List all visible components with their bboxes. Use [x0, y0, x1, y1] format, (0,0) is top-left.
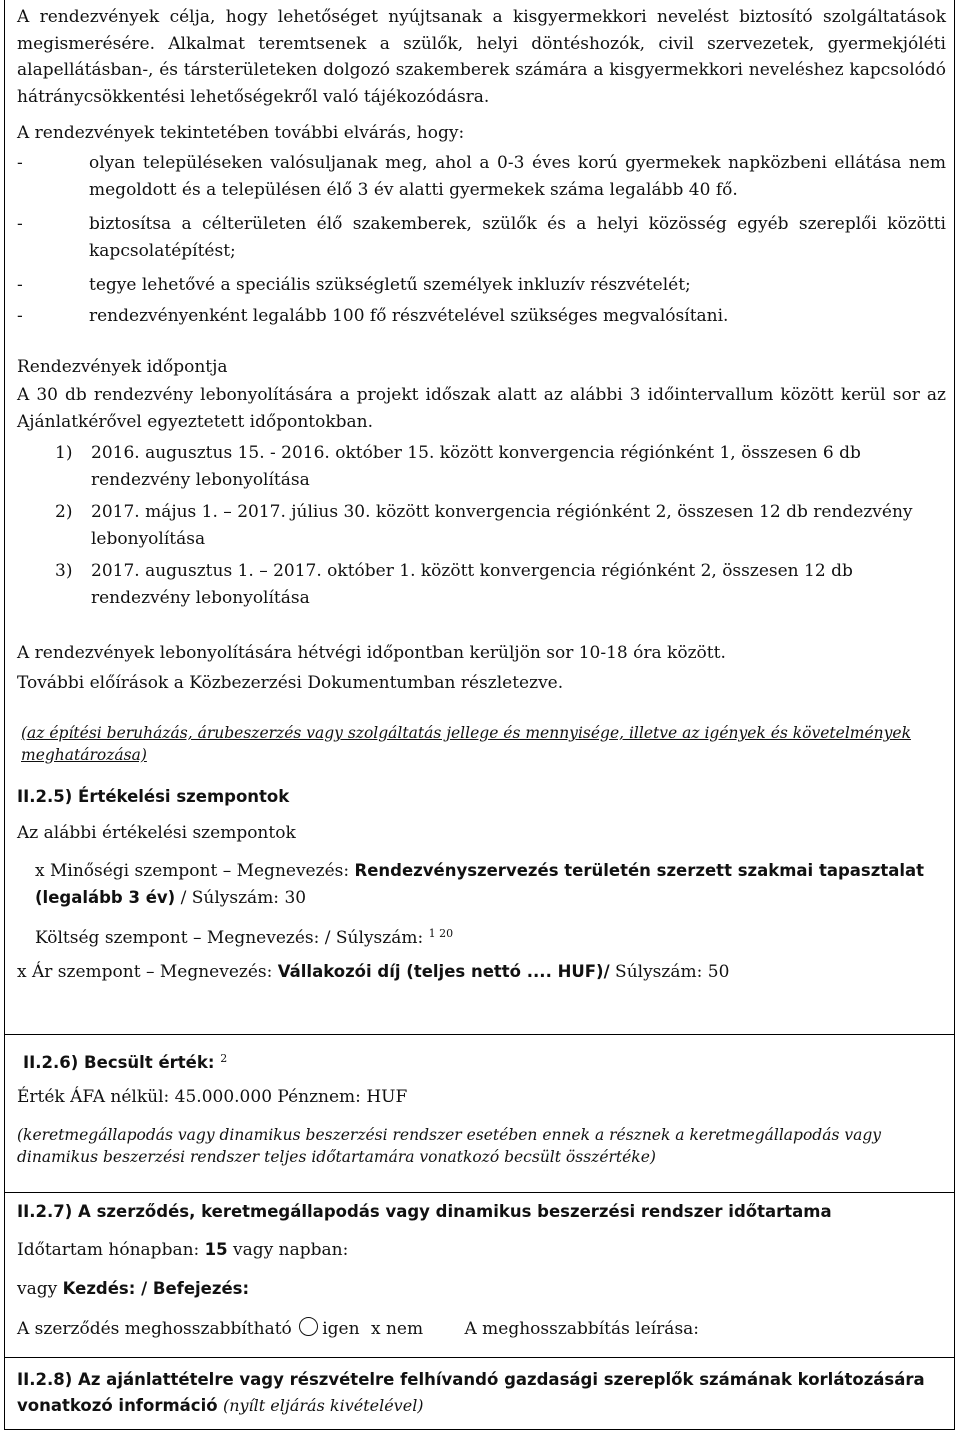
bullet-dash: -	[17, 214, 23, 234]
cost-footnote: 1 20	[428, 927, 454, 940]
quality-weight: / Súlyszám: 30	[175, 887, 307, 908]
limitation-section	[5, 1357, 954, 1430]
cost-label: Költség szempont – Megnevezés: / Súlyszám:	[35, 928, 429, 948]
yes-label: igen	[322, 1319, 360, 1339]
value-footnote: 2	[220, 1052, 228, 1065]
period-text: 2016. augusztus 15. - 2016. október 15. között konvergencia régiónként 1, összesen 6 db rendezvény lebonyolítása	[91, 443, 861, 490]
cost-criterion	[35, 921, 946, 952]
months-label: Időtartam hónapban:	[17, 1240, 205, 1260]
renewal-line	[17, 1316, 946, 1343]
bullet-dash: -	[17, 306, 23, 326]
bullet-text: tegye lehetővé a speciális szükségletű személyek inkluzív részvételét;	[89, 275, 691, 295]
weekend-line: A rendezvények lebonyolítására hétvégi időpontban kerüljön sor 10-18 óra között.	[17, 643, 726, 663]
or-label: vagy	[17, 1279, 63, 1299]
value-note: (keretmegállapodás vagy dinamikus beszerzési rendszer esetében ennek a résznek a keretmegállapodás vagy dinamikus beszerzési rendszer teljes időtartamára vonatkozó becsült összértéke)	[17, 1126, 882, 1166]
start-end-label: Kezdés: / Befejezés:	[62, 1279, 250, 1298]
period-item	[17, 440, 946, 493]
value-heading	[23, 1046, 946, 1077]
price-prefix: x Ár szempont – Megnevezés:	[17, 962, 278, 982]
limitation-note: (nyílt eljárás kivételével)	[222, 1396, 424, 1415]
quality-name: Rendezvényszervezés területén szerzett szakmai tapasztalat (legalább 3 év)	[35, 861, 925, 907]
evaluation-heading: II.2.5) Értékelési szempontok	[17, 787, 290, 806]
price-name: Vállakozói díj (teljes nettó .... HUF)/	[277, 962, 610, 981]
months-value: 15	[204, 1240, 228, 1259]
document-page	[4, 0, 955, 1430]
bullet-text: olyan településeken valósuljanak meg, ahol a 0-3 éves korú gyermekek napközbeni ellátása nem megoldott és a településen élő 3 év alatti gyermekek száma legalább 40 fő.	[89, 153, 946, 200]
period-item	[17, 499, 946, 552]
value-line: Érték ÁFA nélkül: 45.000.000 Pénznem: HUF	[17, 1087, 408, 1107]
bullet-text: biztosítsa a célterületen élő szakemberek, szülők és a helyi közösség egyéb szereplői közötti kapcsolatépítést;	[89, 214, 946, 261]
yes-radio[interactable]	[299, 1317, 318, 1336]
period-text: 2017. május 1. – 2017. július 30. között konvergencia régiónként 2, összesen 12 db rendezvény lebonyolítása	[91, 502, 913, 549]
period-number: 1)	[55, 443, 73, 463]
bullet-item	[17, 272, 946, 299]
days-label: vagy napban:	[227, 1240, 349, 1260]
limitation-text	[17, 1367, 946, 1419]
bullet-item	[17, 211, 946, 264]
duration-heading: II.2.7) A szerződés, keretmegállapodás vagy dinamikus beszerzési rendszer időtartama	[17, 1202, 832, 1221]
no-mark[interactable]: x	[370, 1319, 381, 1339]
price-weight: Súlyszám: 50	[609, 962, 730, 982]
start-end-line	[17, 1276, 946, 1303]
bullet-dash: -	[17, 153, 23, 173]
period-number: 2)	[55, 502, 73, 522]
estimated-value-section	[5, 1034, 954, 1193]
requirements-note: (az építési beruházás, árubeszerzés vagy szolgáltatás jellege és mennyisége, illetve az igények és követelmények meghatározása)	[21, 724, 911, 764]
renewal-label: A szerződés meghosszabbítható	[17, 1319, 292, 1339]
bullet-item	[17, 150, 946, 203]
evaluation-subheading: Az alábbi értékelési szempontok	[17, 823, 296, 843]
bullet-item	[17, 303, 946, 330]
period-item	[17, 558, 946, 611]
period-text: 2017. augusztus 1. – 2017. október 1. között konvergencia régiónként 2, összesen 12 db rendezvény lebonyolítása	[91, 561, 853, 608]
quality-prefix: x Minőségi szempont – Megnevezés:	[35, 861, 355, 881]
bullet-dash: -	[17, 275, 23, 295]
duration-section	[5, 1192, 954, 1358]
period-number: 3)	[55, 561, 73, 581]
expectations-paragraph: A rendezvények tekintetében további elvárás, hogy:	[17, 123, 465, 143]
dates-heading: Rendezvények időpontja	[17, 357, 228, 377]
dates-paragraph: A 30 db rendezvény lebonyolítására a projekt időszak alatt az alábbi 3 időintervallum között kerül sor az Ajánlatkérővel egyeztetett időpontokban.	[17, 385, 946, 432]
renewal-description-label: A meghosszabbítás leírása:	[464, 1319, 700, 1339]
bullet-text: rendezvényenként legalább 100 fő részvételével szükséges megvalósítani.	[89, 306, 729, 326]
value-heading-text: II.2.6) Becsült érték:	[23, 1053, 221, 1072]
duration-months-line	[17, 1237, 946, 1264]
intro-paragraph: A rendezvények célja, hogy lehetőséget nyújtsanak a kisgyermekkori nevelést biztosító szolgáltatások megismerésére. Alkalmat teremtsenek a szülők, helyi döntéshozók, civil szervezetek, gyermekjóléti alapellátásban-, és társterületeken dolgozó szakemberek számára a kisgyermekkori neveléshez kapcsolódó hátránycsökkentési lehetőségekről való tájékozódásra.	[17, 7, 946, 107]
limitation-heading: II.2.8) Az ajánlattételre vagy részvételre felhívandó gazdasági szereplők számának korlátozására vonatkozó információ	[17, 1370, 925, 1415]
quality-criterion	[35, 858, 946, 911]
further-line: További előírások a Közbezerzési Dokumentumban részletezve.	[17, 673, 564, 693]
no-label: nem	[385, 1319, 424, 1339]
description-section	[5, 0, 954, 1035]
price-criterion	[17, 959, 946, 986]
